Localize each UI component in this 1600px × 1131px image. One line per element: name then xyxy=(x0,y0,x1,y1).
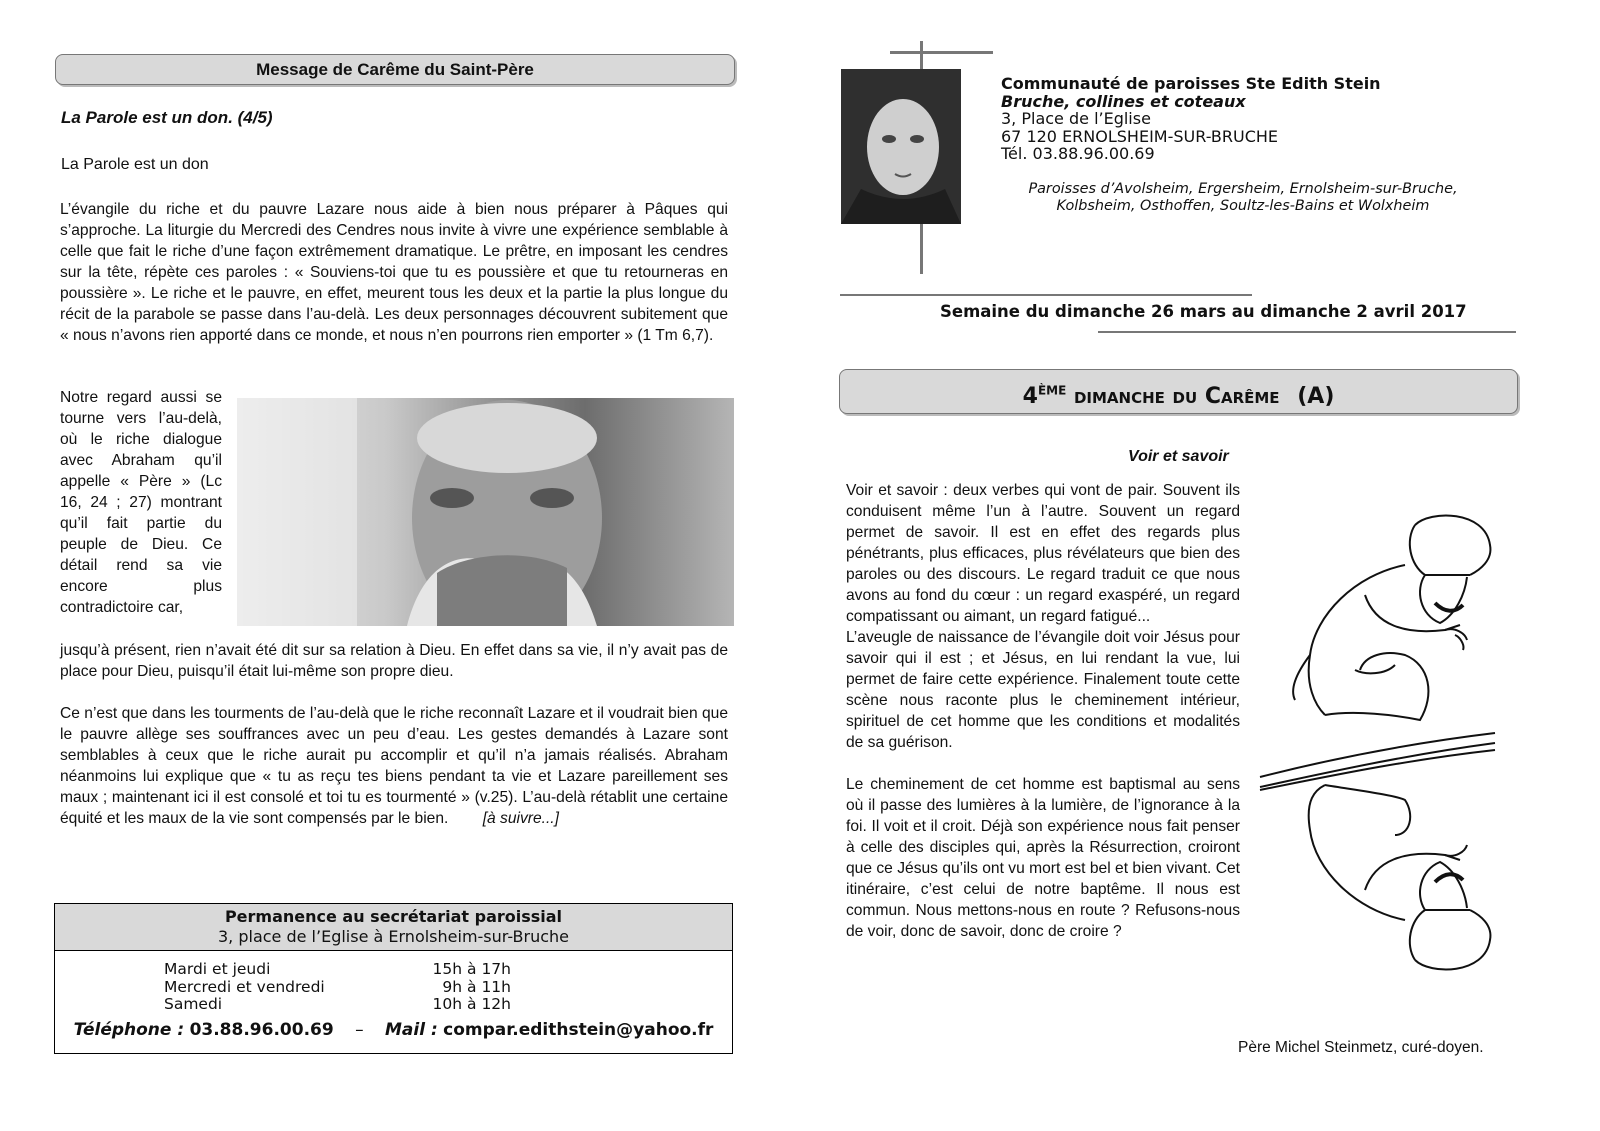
parish-address-2: 67 120 ERNOLSHEIM-SUR-BRUCHE xyxy=(1001,126,1279,146)
hours-time: 15h à 17h xyxy=(432,960,511,978)
parishes-line-1: Paroisses d’Avolsheim, Ergersheim, Ernolsheim-sur-Bruche, xyxy=(1028,181,1458,197)
reflection-paragraph-1: Voir et savoir : deux verbes qui vont de pair. Souvent ils conduisent même l’un à l’autre. Souvent un regard permet de savoir. Il est en effet des regards plus pénétrants, plus efficaces, plus révélateurs que bien des paroles ou des discours. Le regard traduit ce que nous avons au fond du cœur : un regard exaspéré, un regard compatissant ou aimant, un regard fatigué... xyxy=(846,482,1240,625)
left-paragraph-2-side: Notre regard aussi se tourne vers l’au-delà, où le riche dialogue avec Abraham qu’il appelle « Père » (Lc 16, 24 ; 27) montrant qu’il fait partie du peuple de Dieu. Ce détail rend sa vie encore plus contradictoire car, xyxy=(60,389,222,616)
left-subtitle: La Parole est un don. (4/5) xyxy=(61,108,273,127)
pope-photo xyxy=(237,398,734,626)
contact-separator: – xyxy=(355,1020,364,1040)
hours-time: 9h à 11h xyxy=(442,977,511,996)
reflection-text xyxy=(846,480,1240,942)
hours-row xyxy=(164,996,511,1014)
hours-row xyxy=(164,979,511,997)
left-paragraph-1: L’évangile du riche et du pauvre Lazare nous aide à bien nous préparer à Pâques qui s’approche. La liturgie du Mercredi des Cendres nous invite à vivre une expérience semblable à celle que fait le riche d’une façon extrêmement dramatique. Le prêtre, en imposant les cendres sur la tête, répète ces paroles : « Souviens-toi que tu es poussière et que tu retourneras en poussière ». Le riche et le pauvre, en effet, meurent tous les deux et la partie la plus longue du récit de la parabole se passe dans l’au-delà. Les deux personnages découvrent subitement que « nous n’avons rien apporté dans ce monde, et nous n’en pourrons rien emporter » (1 Tm 6,7). xyxy=(60,201,728,344)
signature-text: Père Michel Steinmetz, curé-doyen. xyxy=(1238,1039,1484,1056)
office-contact-line xyxy=(55,1020,732,1040)
office-hours-box xyxy=(54,903,733,1054)
sunday-year: (A) xyxy=(1297,384,1335,410)
hours-day: Mercredi et vendredi xyxy=(164,977,325,996)
sunday-title: dimanche du Carême xyxy=(1073,384,1280,410)
hours-row xyxy=(164,961,511,979)
sunday-number: 4 xyxy=(1022,384,1038,410)
to-follow-note: [à suivre...] xyxy=(482,810,559,827)
left-paragraph-3 xyxy=(60,703,728,829)
phone-label: Téléphone : xyxy=(73,1020,185,1040)
parish-info xyxy=(1001,75,1381,163)
hours-day: Samedi xyxy=(164,995,223,1013)
sunday-banner xyxy=(839,369,1518,414)
week-rule-bottom xyxy=(1098,331,1516,333)
week-rule-top xyxy=(840,294,1252,296)
hours-day: Mardi et jeudi xyxy=(164,960,271,978)
reflection-paragraph-3: Le cheminement de cet homme est baptismal au sens où il passe des lumières à la lumière, de l’ignorance à la foi. Il voit et il croit. Déjà son expérience nous fait penser à celle des disciples qui, après la Résurrection, croiront que ce Jésus qu’ils ont vu mort est bel et bien vivant. Cet itinéraire, c’est celui de notre baptême. Il nous est commun. Nous mettons-nous en route ? Refusons-nous de voir, donc de savoir, donc de croire ? xyxy=(846,776,1240,940)
parish-phone: Tél. 03.88.96.00.69 xyxy=(1001,144,1155,163)
parish-address-1: 3, Place de l’Eglise xyxy=(1001,109,1151,128)
hours-time: 10h à 12h xyxy=(432,995,511,1013)
office-address: 3, place de l’Eglise à Ernolsheim-sur-Bruche xyxy=(217,927,570,946)
sunday-title-line xyxy=(1023,384,1335,409)
office-hours-header xyxy=(55,904,732,951)
mirror-figure-illustration xyxy=(1255,505,1500,980)
reflection-paragraph-2: L’aveugle de naissance de l’évangile doit voir Jésus pour savoir qui il est ; et Jésus, en lui rendant la vue, lui permet de faire cette expérience. Finalement toute cette scène nous raconte plus le cheminement intérieur, spirituel de cet homme que les conditions et modalités de sa guérison. xyxy=(846,629,1240,751)
office-mail: compar.edithstein@yahoo.fr xyxy=(443,1020,714,1040)
sunday-superscript: ÈME xyxy=(1037,384,1067,398)
parishes-list xyxy=(1008,181,1478,215)
parish-name: Communauté de paroisses Ste Edith Stein xyxy=(1001,74,1381,93)
left-paragraph-3-text: Ce n’est que dans les tourments de l’au-delà que le riche reconnaît Lazare et il voudrait bien que le pauvre allège ses souffrances avec un peu d’eau. Les gestes demandés à Lazare sont semblables à ceux que le riche aurait pu accomplir et qu’il n’a jamais réalisés. Abraham néanmoins lui explique que « tu as reçu tes biens pendant ta vie et Lazare pareillement ses maux ; maintenant ici il est consolé et toi tu es tourmenté » (v.25). L’au-delà rétablit une certaine équité et les maux de la vie sont compensés par le bien. xyxy=(60,705,728,827)
left-header-banner xyxy=(55,54,735,85)
reflection-title: Voir et savoir xyxy=(1128,448,1229,465)
cross-horizontal-line xyxy=(890,51,993,54)
mail-label: Mail : xyxy=(385,1020,438,1040)
parishes-line-2: Kolbsheim, Osthoffen, Soultz-les-Bains et Wolxheim xyxy=(1056,198,1430,214)
left-section-heading: La Parole est un don xyxy=(61,156,209,173)
left-header-title: Message de Carême du Saint-Père xyxy=(256,60,534,79)
office-hours-list xyxy=(164,961,511,1014)
week-range: Semaine du dimanche 26 mars au dimanche 2 avril 2017 xyxy=(940,302,1467,321)
parish-subtitle: Bruche, collines et coteaux xyxy=(1001,91,1246,111)
office-phone: 03.88.96.00.69 xyxy=(189,1020,334,1040)
edith-stein-portrait xyxy=(841,69,961,224)
office-title: Permanence au secrétariat paroissial xyxy=(224,907,563,926)
left-paragraph-2-continued: jusqu’à présent, rien n’avait été dit sur sa relation à Dieu. En effet dans sa vie, il n’y avait pas de place pour Dieu, puisqu’il était lui-même son propre dieu. xyxy=(60,642,728,680)
signature xyxy=(1238,1039,1484,1057)
